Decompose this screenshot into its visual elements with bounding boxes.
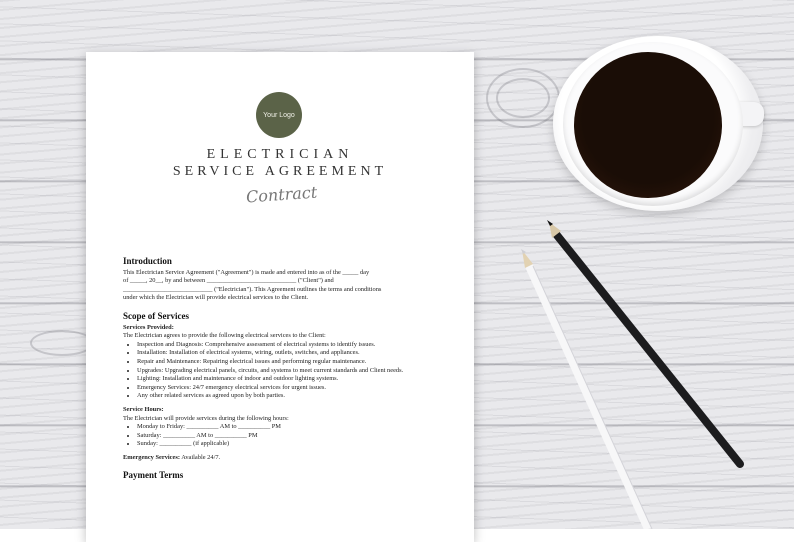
hours-item: • Saturday: __________ AM to __________ PM <box>137 432 436 441</box>
service-item: • Installation: Installation of electrical systems, wiring, outlets, switches, and appliances. <box>137 349 436 358</box>
service-item: • Lighting: Installation and maintenance of indoor and outdoor lighting systems. <box>137 375 436 384</box>
introduction-heading: Introduction <box>123 256 172 266</box>
title-script: Contract <box>245 182 318 207</box>
hours-label: Service Hours: <box>123 405 164 413</box>
intro-line: under which the Electrician will provide electrical services to the Client. <box>123 294 309 302</box>
title-line-2: SERVICE AGREEMENT <box>172 164 388 179</box>
service-item: • Repair and Maintenance: Repairing electrical issues and performing regular maintenance. <box>137 358 436 367</box>
service-item: • Emergency Services: 24/7 emergency electrical services for urgent issues. <box>137 384 436 393</box>
hours-item: • Monday to Friday: __________ AM to __________ PM <box>137 423 436 432</box>
payment-heading: Payment Terms <box>123 470 184 481</box>
service-item: • Any other related services as agreed upon by both parties. <box>137 392 436 401</box>
services-intro: The Electrician agrees to provide the following electrical services to the Client: <box>123 332 326 340</box>
intro-line: This Electrician Service Agreement ("Agreement") is made and entered into as of the _____ day <box>123 268 370 276</box>
title-line-1: ELECTRICIAN <box>206 147 354 162</box>
service-item: • Upgrades: Upgrading electrical panels, circuits, and systems to meet current standards and Client needs. <box>137 367 436 376</box>
services-label: Services Provided: <box>123 323 174 331</box>
emergency-text: Available 24/7. <box>179 453 221 461</box>
intro-line: of _____, 20__, by and between ____________________________ ("Client") and <box>123 277 334 285</box>
service-item: • Inspection and Diagnosis: Comprehensive assessment of electrical systems to identify issues. <box>137 341 436 350</box>
intro-line: ____________________________ ("Electrician"). This Agreement outlines the terms and conditions <box>123 285 382 293</box>
emergency-label: Emergency Services: <box>123 453 180 461</box>
white-pencil <box>521 249 652 529</box>
black-pencil <box>547 220 740 464</box>
scope-heading: Scope of Services <box>123 310 189 321</box>
logo-placeholder: Your Logo <box>256 92 302 138</box>
hours-item: • Sunday: __________ (if applicable) <box>137 440 436 449</box>
hours-intro: The Electrician will provide services during the following hours: <box>123 414 289 422</box>
